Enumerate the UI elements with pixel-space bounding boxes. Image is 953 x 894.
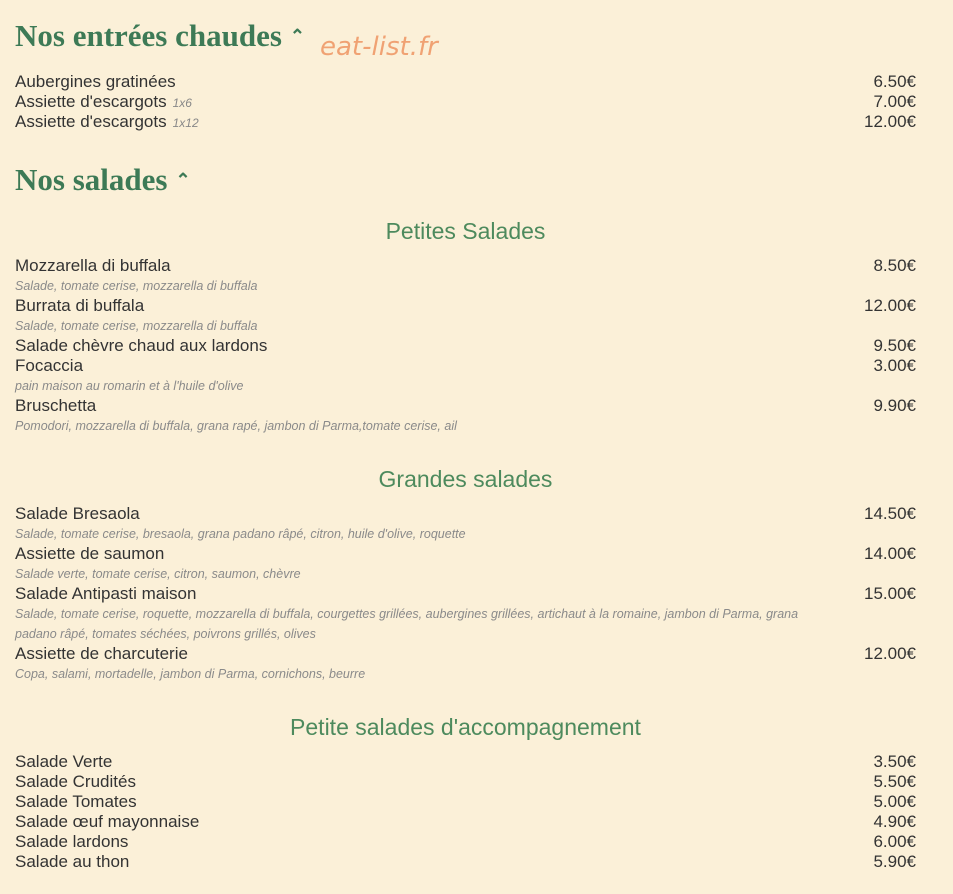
item-price: 14.00€ bbox=[864, 544, 916, 563]
menu-item bbox=[15, 544, 916, 584]
menu-item bbox=[15, 356, 916, 396]
item-price: 4.90€ bbox=[873, 812, 916, 831]
section-title-text: Nos salades bbox=[15, 162, 168, 197]
item-price: 9.50€ bbox=[873, 336, 916, 355]
item-name: Salade Bresaola bbox=[15, 504, 140, 523]
menu-item bbox=[15, 396, 916, 436]
section-title-hot-starters[interactable] bbox=[15, 18, 305, 54]
item-name: Salade Tomates bbox=[15, 792, 137, 811]
menu-item bbox=[15, 792, 916, 812]
item-price: 9.90€ bbox=[873, 396, 916, 415]
item-description: pain maison au romarin et à l'huile d'olive bbox=[15, 379, 244, 393]
collapse-caret-icon[interactable]: ⌃ bbox=[175, 170, 191, 190]
item-description: Salade, tomate cerise, bresaola, grana padano râpé, citron, huile d'olive, roquette bbox=[15, 527, 466, 541]
item-name: Assiette d'escargots bbox=[15, 112, 167, 131]
item-description: Salade, tomate cerise, mozzarella di buffala bbox=[15, 319, 258, 333]
item-name: Salade Verte bbox=[15, 752, 113, 771]
menu-item bbox=[15, 92, 916, 113]
watermark-logo: eat-list.fr bbox=[320, 32, 438, 62]
item-price: 6.50€ bbox=[873, 72, 916, 91]
menu-item bbox=[15, 852, 916, 872]
item-price: 5.90€ bbox=[873, 852, 916, 871]
item-price: 12.00€ bbox=[864, 644, 916, 663]
section-title-text: Nos entrées chaudes bbox=[15, 18, 282, 53]
item-price: 3.00€ bbox=[873, 356, 916, 375]
item-name: Salade au thon bbox=[15, 852, 130, 871]
item-name: Assiette de saumon bbox=[15, 544, 165, 563]
item-description: Salade, tomate cerise, mozzarella di buffala bbox=[15, 279, 258, 293]
menu-item bbox=[15, 504, 916, 544]
item-name: Salade œuf mayonnaise bbox=[15, 812, 200, 831]
menu-item bbox=[15, 752, 916, 772]
item-price: 3.50€ bbox=[873, 752, 916, 771]
item-price: 5.00€ bbox=[873, 792, 916, 811]
menu-item bbox=[15, 644, 916, 684]
item-name: Salade lardons bbox=[15, 832, 129, 851]
item-price: 7.00€ bbox=[873, 92, 916, 111]
menu-item bbox=[15, 72, 916, 92]
section-title-salads[interactable] bbox=[15, 162, 191, 198]
item-description: Pomodori, mozzarella di buffala, grana rapé, jambon di Parma,tomate cerise, ail bbox=[15, 419, 457, 433]
item-name: Focaccia bbox=[15, 356, 84, 375]
item-name: Mozzarella di buffala bbox=[15, 256, 171, 275]
menu-item bbox=[15, 812, 916, 832]
item-name: Salade Antipasti maison bbox=[15, 584, 197, 603]
menu-item bbox=[15, 112, 916, 133]
item-price: 5.50€ bbox=[873, 772, 916, 791]
item-price: 8.50€ bbox=[873, 256, 916, 275]
subsection-title-small-salads: Petites Salades bbox=[385, 218, 546, 244]
menu-item bbox=[15, 336, 916, 356]
item-quantity: 1x6 bbox=[172, 96, 192, 110]
item-name: Assiette de charcuterie bbox=[15, 644, 188, 663]
item-name: Assiette d'escargots bbox=[15, 92, 167, 111]
menu-item bbox=[15, 296, 916, 336]
item-price: 15.00€ bbox=[864, 584, 916, 603]
menu-item bbox=[15, 256, 916, 296]
item-name: Burrata di buffala bbox=[15, 296, 145, 315]
item-description: Salade, tomate cerise, roquette, mozzarella di buffala, courgettes grillées, aubergines grillées, artichaut à la romaine, jambon di Parma, grana padano râpé, tomates séchées, poivrons grillés, olives bbox=[15, 607, 799, 641]
item-name: Aubergines gratinées bbox=[15, 72, 176, 91]
menu-item bbox=[15, 772, 916, 792]
subsection-title-large-salads: Grandes salades bbox=[378, 466, 553, 492]
item-name: Salade Crudités bbox=[15, 772, 136, 791]
item-name: Salade chèvre chaud aux lardons bbox=[15, 336, 268, 355]
menu-item bbox=[15, 832, 916, 852]
item-name: Bruschetta bbox=[15, 396, 97, 415]
item-price: 12.00€ bbox=[864, 112, 916, 131]
item-price: 6.00€ bbox=[873, 832, 916, 851]
collapse-caret-icon[interactable]: ⌃ bbox=[289, 26, 306, 46]
item-price: 14.50€ bbox=[864, 504, 916, 523]
item-description: Copa, salami, mortadelle, jambon di Parma, cornichons, beurre bbox=[15, 667, 366, 681]
item-description: Salade verte, tomate cerise, citron, saumon, chèvre bbox=[15, 567, 301, 581]
menu-item bbox=[15, 584, 916, 644]
item-quantity: 1x12 bbox=[172, 116, 199, 130]
item-price: 12.00€ bbox=[864, 296, 916, 315]
subsection-title-side-salads: Petite salades d'accompagnement bbox=[290, 714, 641, 740]
